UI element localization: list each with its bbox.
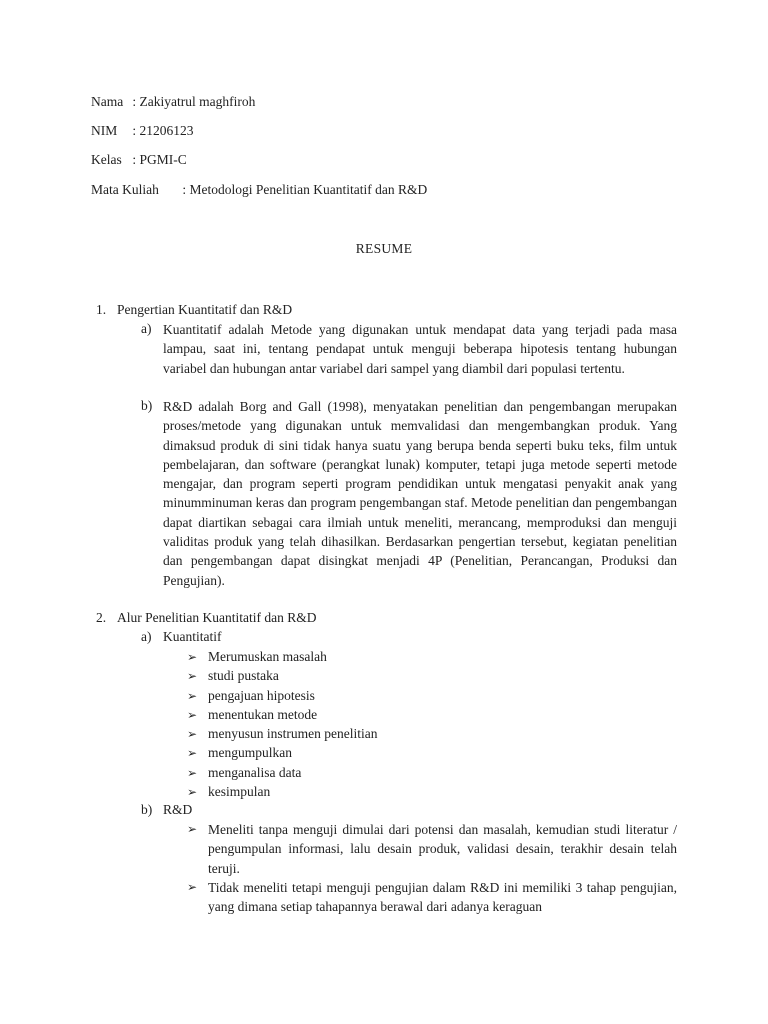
section-2-item-a-marker: a): [141, 629, 152, 644]
section-1-item-a-text: Kuantitatif adalah Metode yang digunakan untuk mendapat data yang terjadi pada masa lampau, saat ini, tentang pendapat untuk menguji beberapa hipotesis tentang hubungan variabel dan hubungan antar variabel dari sampel yang diambil dari populasi tertentu.: [163, 322, 677, 376]
section-2-number: 2.: [96, 610, 107, 625]
arrow-bullet-icon: ➢: [187, 880, 198, 894]
list-item: ➢ menentukan metode: [187, 705, 377, 724]
section-2-item-b-label: R&D: [163, 802, 193, 817]
list-item: ➢ menganalisa data: [187, 763, 377, 782]
section-1-item-a-marker: a): [141, 321, 152, 336]
nim-value: : 21206123: [132, 123, 194, 138]
list-item: ➢ pengajuan hipotesis: [187, 686, 377, 705]
header-nama: [91, 94, 255, 110]
list-item: ➢ mengumpulkan: [187, 743, 377, 762]
rnd-step-text: Meneliti tanpa menguji dimulai dari potensi dan masalah, kemudian studi literatur / pengumpulan informasi, lalu desain produk, validasi desain, terakhir desain telah teruji.: [208, 822, 677, 876]
kelas-label: Kelas: [91, 152, 122, 167]
rnd-step-text: Tidak meneliti tetapi menguji pengujian dalam R&D ini memiliki 3 tahap pengujian, yang dimana setiap tahapannya berawal dari adanya keraguan: [208, 880, 677, 915]
arrow-bullet-icon: ➢: [187, 765, 198, 780]
arrow-bullet-icon: ➢: [187, 727, 198, 742]
section-1-number: 1.: [96, 302, 107, 317]
list-item: ➢ Merumuskan masalah: [187, 647, 377, 666]
arrow-bullet-icon: ➢: [187, 822, 198, 836]
nama-value: : Zakiyatrul maghfiroh: [132, 94, 256, 109]
list-item: ➢ kesimpulan: [187, 782, 377, 801]
arrow-bullet-icon: ➢: [187, 650, 198, 664]
arrow-bullet-icon: ➢: [187, 688, 198, 703]
list-item: [187, 878, 677, 918]
kelas-value: : PGMI-C: [132, 152, 187, 167]
arrow-bullet-icon: ➢: [187, 785, 198, 800]
section-2-item-b-marker: b): [141, 802, 153, 817]
header-matkul: [91, 182, 427, 198]
section-2-item-a-label: Kuantitatif: [163, 629, 222, 644]
matkul-label: Mata Kuliah: [91, 182, 159, 197]
page-title: RESUME: [355, 241, 413, 256]
kuantitatif-steps-list: [187, 647, 377, 801]
section-1-item-b-marker: b): [141, 398, 153, 413]
list-item: ➢ studi pustaka: [187, 666, 377, 685]
section-1-heading: Pengertian Kuantitatif dan R&D: [117, 302, 293, 317]
section-2-heading: Alur Penelitian Kuantitatif dan R&D: [117, 610, 317, 625]
list-item: ➢ menyusun instrumen penelitian: [187, 724, 377, 743]
arrow-bullet-icon: ➢: [187, 707, 198, 722]
arrow-bullet-icon: ➢: [187, 669, 198, 684]
nama-label: Nama: [91, 94, 124, 109]
list-item: [187, 820, 677, 878]
arrow-bullet-icon: ➢: [187, 746, 198, 761]
section-1-item-b-text: R&D adalah Borg and Gall (1998), menyatakan penelitian dan pengembangan merupakan proses/metode yang digunakan untuk memvalidasi dan mengembangkan produk. Yang dimaksud produk di sini tidak hanya suatu yang berupa benda seperti buku teks, film untuk pembelajaran, dan software (perangkat lunak) komputer, tetapi juga metode seperti metode mengajar, dan program seperti program pendidikan untuk mengatasi penyakit anak yang minumminuman keras dan program pengembangan staf. Metode penelitian dan pengembangan dapat diartikan sebagai cara ilmiah untuk meneliti, merancang, memproduksi dan menguji validitas produk yang telah dihasilkan. Berdasarkan pengertian tersebut, kegiatan penelitian dan pengembangan dapat disingkat menjadi 4P (Penelitian, Perancangan, Produksi dan Pengujian).: [163, 399, 677, 588]
nim-label: NIM: [91, 123, 118, 138]
header-kelas: [91, 152, 187, 168]
matkul-value: : Metodologi Penelitian Kuantitatif dan R&D: [182, 182, 428, 197]
header-nim: [91, 123, 194, 139]
